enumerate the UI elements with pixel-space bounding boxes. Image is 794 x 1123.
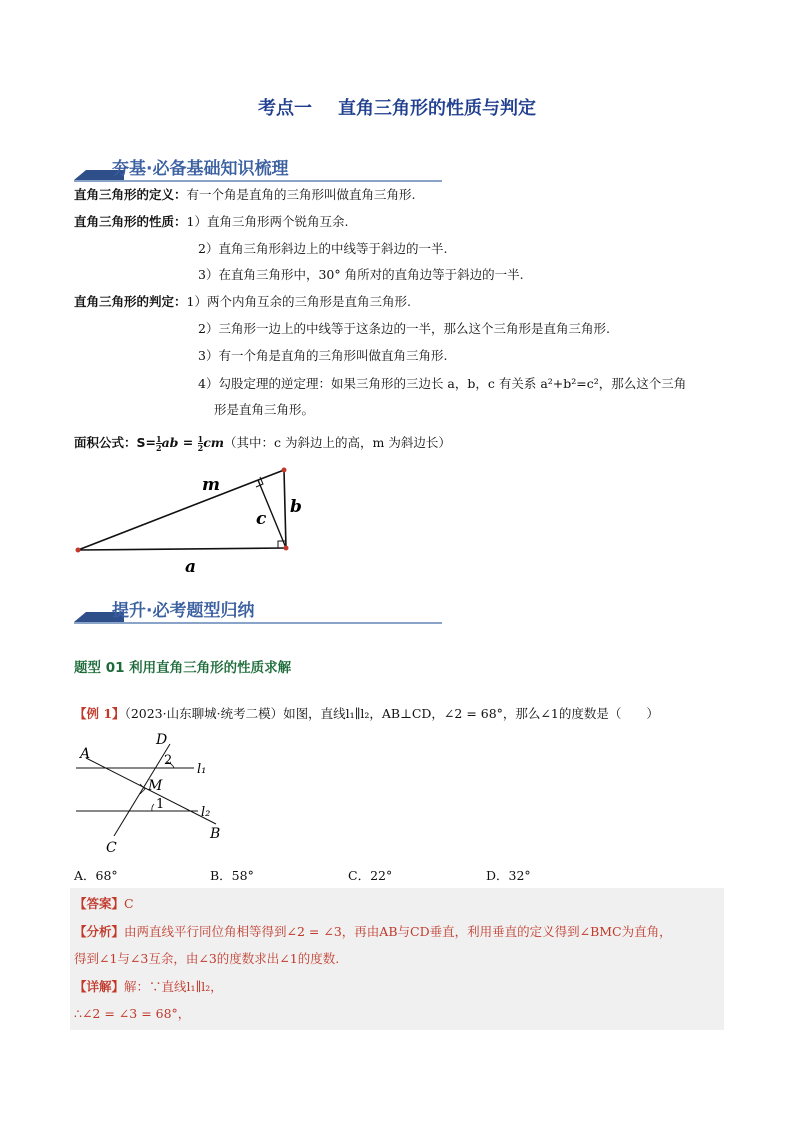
- label-m: m: [202, 475, 220, 495]
- vertex-point: [282, 468, 287, 473]
- right-triangle-figure: [70, 460, 320, 580]
- section-header-basics: [74, 152, 442, 182]
- page-title: 考点一 直角三角形的性质与判定: [258, 98, 536, 119]
- label-l1: l₁: [197, 762, 207, 777]
- label-1: 1: [156, 797, 165, 812]
- parallel-lines-figure: [70, 728, 240, 858]
- label-2: 2: [164, 753, 173, 768]
- label-l2: l₂: [201, 805, 211, 820]
- definition-line: 直角三角形的定义：有一个角是直角的三角形叫做直角三角形.: [74, 187, 416, 202]
- label-B: B: [210, 826, 221, 842]
- label-a: a: [185, 557, 197, 577]
- label-b: b: [290, 497, 302, 517]
- answer-line: 【答案】C: [74, 896, 134, 911]
- section-title: 提升·必考题型归纳: [112, 601, 255, 621]
- vertex-point: [76, 548, 81, 553]
- label-A: A: [80, 746, 91, 762]
- judgement-line-2: 2）三角形一边上的中线等于这条边的一半，那么这个三角形是直角三角形.: [198, 321, 610, 336]
- properties-line-1: 直角三角形的性质：1）直角三角形两个锐角互余.: [74, 214, 349, 229]
- properties-line-2: 2）直角三角形斜边上的中线等于斜边的一半.: [198, 241, 448, 256]
- analysis-line-2: 得到∠1与∠3互余，由∠3的度数求出∠1的度数.: [74, 951, 340, 966]
- option-b: B．58°: [210, 868, 254, 883]
- judgement-line-4-cont: 形是直角三角形。: [214, 402, 315, 417]
- label-D: D: [156, 732, 168, 748]
- detail-line-2: ∴∠2 = ∠3 = 68°，: [74, 1006, 191, 1021]
- option-a: A．68°: [74, 868, 118, 883]
- section-header-advanced: [74, 594, 442, 624]
- question-type-title: 题型 01 利用直角三角形的性质求解: [74, 660, 292, 676]
- properties-line-3: 3）在直角三角形中，30° 角所对的直角边等于斜边的一半.: [198, 267, 524, 282]
- detail-line-1: 【详解】解：∵直线l₁∥l₂，: [74, 979, 223, 994]
- example-1: 【例 1】（2023·山东聊城·统考二模）如图，直线l₁∥l₂，AB⊥CD，∠2 = 68°，那么∠1的度数是（ ）: [74, 706, 659, 721]
- option-d: D．32°: [486, 868, 531, 883]
- judgement-line-3: 3）有一个角是直角的三角形叫做直角三角形.: [198, 348, 448, 363]
- area-formula: 面积公式：S= $\frac{1}{2}$ ab = $\frac{1}{2}$ cm（其中：c 为斜边上的高，m 为斜边长）: [74, 434, 451, 453]
- option-c: C．22°: [348, 868, 393, 883]
- judgement-line-4: 4）勾股定理的逆定理：如果三角形的三边长 a，b，c 有关系 a²+b²=c²，那么这个三角: [198, 376, 687, 391]
- section-title: 夯基·必备基础知识梳理: [112, 159, 289, 179]
- label-c: c: [256, 509, 267, 529]
- label-M: M: [148, 778, 163, 794]
- vertex-point: [284, 546, 289, 551]
- label-C: C: [106, 840, 117, 856]
- analysis-line-1: 【分析】由两直线平行同位角相等得到∠2 = ∠3，再由AB与CD垂直，利用垂直的定义得到∠BMC为直角，: [74, 924, 672, 939]
- judgement-line-1: 直角三角形的判定：1）两个内角互余的三角形是直角三角形.: [74, 294, 411, 309]
